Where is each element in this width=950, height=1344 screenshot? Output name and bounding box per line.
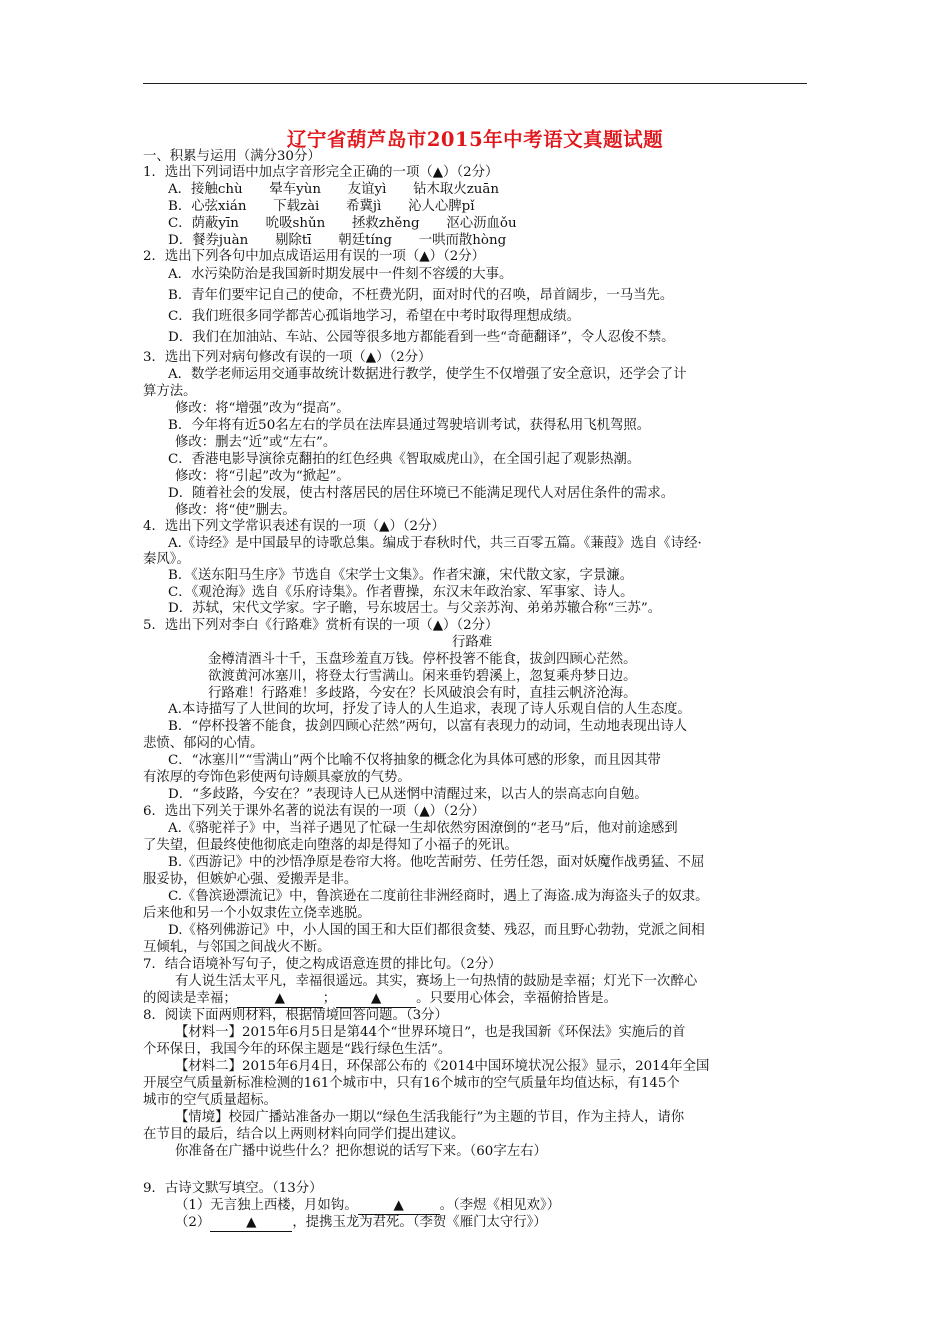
q3-fix-a: 修改：将“增强”改为“提高”。	[175, 401, 350, 416]
q6-option-d: D.《格列佛游记》中，小人国的国王和大臣们都很贪婪、残忍，而且野心勃勃，党派之间相	[168, 923, 705, 938]
q3-fix-d: 修改：将“使”删去。	[175, 503, 296, 518]
q9-item-2	[175, 1214, 547, 1232]
blank-marker: ▲	[370, 991, 382, 1006]
q2-option-d: D．我们在加油站、车站、公园等很多地方都能看到一些“奇葩翻译”，令人忍俊不禁。	[168, 330, 675, 345]
blank-marker: ▲	[393, 1198, 404, 1213]
blank-marker: ▲	[274, 991, 285, 1006]
poem-title: 行路难	[452, 635, 493, 650]
q5-option-a: A.本诗描写了人世间的坎坷，抒发了诗人的人生追求，表现了诗人乐观自信的人生态度。	[168, 702, 691, 717]
q8-material-1-cont: 个环保日，我国今年的环保主题是“践行绿色生活”。	[143, 1042, 452, 1057]
q4-option-c: C．《观沧海》选自《乐府诗集》。作者曹操，东汉末年政治家、军事家、诗人。	[168, 585, 634, 600]
q5-option-b-cont: 悲愤、郁闷的心情。	[143, 736, 264, 751]
question-1: 1．选出下列词语中加点字音形完全正确的一项（▲）（2分）	[143, 165, 499, 180]
q1-option-c: C．荫蔽yīn 吮吸shǔn 拯救zhěng 沤心沥血ǒu	[168, 216, 517, 231]
question-8: 8．阅读下面两则材料，根据情境回答问题。（3分）	[143, 1008, 448, 1023]
q5-option-c-cont: 有浓厚的夸饰色彩使两句诗颇具豪放的气势。	[143, 770, 411, 785]
q9-1-text: （1）无言独上西楼，月如钩。	[175, 1198, 358, 1213]
q9-2-label: （2）	[175, 1215, 211, 1230]
section-heading: 一、积累与运用（满分30分）	[143, 149, 321, 164]
page-title: 辽宁省葫芦岛市2015年中考语文真题试题	[286, 128, 664, 151]
question-4: 4．选出下列文学常识表述有误的一项（▲）（2分）	[143, 519, 445, 534]
question-9: 9．古诗文默写填空。（13分）	[143, 1181, 323, 1196]
answer-blank-4[interactable]	[210, 1214, 292, 1232]
q1-option-a: A．接触chù 晕车yùn 友谊yì 钻木取火zuān	[168, 182, 500, 197]
q8-material-1: 【材料一】2015年6月5日是第44个“世界环境日”，也是我国新《环保法》实施后的首	[175, 1025, 686, 1040]
header-rule	[143, 83, 807, 84]
q6-option-c: C.《鲁滨逊漂流记》中，鲁滨逊在二度前往非洲经商时，遇上了海盗.成为海盗头子的奴隶。	[168, 889, 709, 904]
q7-sep: ；	[322, 991, 337, 1006]
q8-material-2-cont2: 城市的空气质量超标。	[143, 1093, 277, 1108]
q7-text-a: 的阅读是幸福；	[143, 991, 237, 1006]
q4-option-b: B．《送东阳马生序》节选自《宋学士文集》。作者宋濂，宋代散文家，字景濂。	[168, 568, 634, 583]
q1-option-d: D．餐券juàn 剔除tī 朝廷tíng 一哄而散hòng	[168, 233, 507, 248]
q4-option-d: D．苏轼，宋代文学家。字子瞻，号东坡居士。与父亲苏洵、弟弟苏辙合称“三苏”。	[168, 601, 662, 616]
q8-material-2-cont: 开展空气质量新标准检测的161个城市中，只有16个城市的空气质量年均值达标，有145个	[143, 1076, 680, 1091]
q3-option-a: A．数学老师运用交通事故统计数据进行教学，使学生不仅增强了安全意识，还学会了计	[168, 367, 687, 382]
q3-fix-c: 修改：将“引起”改为“掀起”。	[175, 469, 350, 484]
q3-fix-b: 修改：删去“近”或“左右”。	[175, 435, 337, 450]
poem-line-1: 金樽清酒斗十千，玉盘珍羞直万钱。停杯投箸不能食，拔剑四顾心茫然。	[208, 652, 637, 667]
q7-text-b: 。只要用心体会，幸福俯拾皆是。	[416, 991, 617, 1006]
q5-option-b: B．“停杯投箸不能食，拔剑四顾心茫然”两句，以富有表现力的动词，生动地表现出诗人	[168, 719, 687, 734]
q9-2-text: ，提携玉龙为君死。（李贺《雁门太守行》）	[292, 1215, 547, 1230]
q5-option-c: C．“冰塞川”“雪满山”两个比喻不仅将抽象的概念化为具体可感的形象，而且因其带	[168, 753, 661, 768]
poem-line-2: 欲渡黄河冰塞川，将登太行雪满山。闲来垂钓碧溪上，忽复乘舟梦日边。	[208, 669, 637, 684]
answer-blank-1[interactable]	[237, 990, 323, 1008]
poem-line-3: 行路难！行路难！多歧路，今安在？长风破浪会有时，直挂云帆济沧海。	[208, 686, 637, 701]
q9-1-source: 。（李煜《相见欢》）	[439, 1198, 561, 1213]
blank-marker: ▲	[246, 1215, 257, 1230]
question-6: 6．选出下列关于课外名著的说法有误的一项（▲）（2分）	[143, 804, 486, 819]
q2-option-a: A．水污染防治是我国新时期发展中一件刻不容缓的大事。	[168, 267, 513, 282]
q6-option-b: B.《西游记》中的沙悟净原是卷帘大将。他吃苦耐劳、任劳任怨，面对妖魔作战勇猛、不屈	[168, 855, 705, 870]
q6-option-a-cont: 了失望，但最终使他彻底走向堕落的却是得知了小福子的死讯。	[143, 838, 518, 853]
q7-stem-cont	[143, 990, 617, 1008]
q3-option-b: B．今年将有近50名左右的学员在法库县通过驾驶培训考试，获得私用飞机驾照。	[168, 418, 651, 433]
question-2: 2．选出下列各句中加点成语运用有误的一项（▲）（2分）	[143, 249, 486, 264]
q8-prompt: 你准备在广播中说些什么？把你想说的话写下来。（60字左右）	[175, 1144, 547, 1159]
question-7: 7．结合语境补写句子，使之构成语意连贯的排比句。（2分）	[143, 957, 502, 972]
q5-option-d: D．“多歧路，今安在？”表现诗人已从迷惘中清醒过来，以古人的崇高志向自勉。	[168, 787, 648, 802]
answer-blank-2[interactable]	[336, 990, 416, 1008]
question-3: 3．选出下列对病句修改有误的一项（▲）（2分）	[143, 350, 432, 365]
q6-option-b-cont: 服妥协，但嫉妒心强、爱搬弄是非。	[143, 872, 358, 887]
q3-option-d: D．随着社会的发展，使古村落居民的居住环境已不能满足现代人对居住条件的需求。	[168, 486, 675, 501]
question-5: 5．选出下列对李白《行路难》赏析有误的一项（▲）（2分）	[143, 618, 499, 633]
q9-item-1	[175, 1197, 560, 1215]
q6-option-d-cont: 互倾轧，与邻国之间战火不断。	[143, 940, 331, 955]
q1-option-b: B．心弦xián 下载zài 希冀jì 沁人心脾pǐ	[168, 199, 475, 214]
q6-option-a: A.《骆驼祥子》中，当祥子遇见了忙碌一生却依然穷困潦倒的“老马”后，他对前途感到	[168, 821, 678, 836]
answer-blank-3[interactable]	[358, 1197, 440, 1215]
q6-option-c-cont: 后来他和另一个小奴隶佐立侥幸逃脱。	[143, 906, 371, 921]
q8-context: 【情境】校园广播站准备办一期以“绿色生活我能行”为主题的节目，作为主持人，请你	[175, 1110, 685, 1125]
q2-option-c: C．我们班很多同学都苦心孤诣地学习，希望在中考时取得理想成绩。	[168, 309, 580, 324]
q8-context-cont: 在节目的最后，结合以上两则材料向同学们提出建议。	[143, 1127, 465, 1142]
q4-option-a-cont: 秦风》。	[143, 552, 190, 567]
q7-stem: 有人说生活太平凡，幸福很遥远。其实，赛场上一句热情的鼓励是幸福；灯光下一次醉心	[175, 974, 698, 989]
q4-option-a: A.《诗经》是中国最早的诗歌总集。编成于春秋时代，共三百零五篇。《蒹葭》选自《诗经·	[168, 536, 702, 551]
q3-option-c: C．香港电影导演徐克翻拍的红色经典《智取威虎山》，在全国引起了观影热潮。	[168, 452, 641, 467]
q3-option-a-cont: 算方法。	[143, 384, 197, 399]
q2-option-b: B．青年们要牢记自己的使命，不枉费光阴，面对时代的召唤，昂首阔步，一马当先。	[168, 288, 674, 303]
q8-material-2: 【材料二】2015年6月4日，环保部公布的《2014中国环境状况公报》显示，2014年全国	[175, 1059, 710, 1074]
